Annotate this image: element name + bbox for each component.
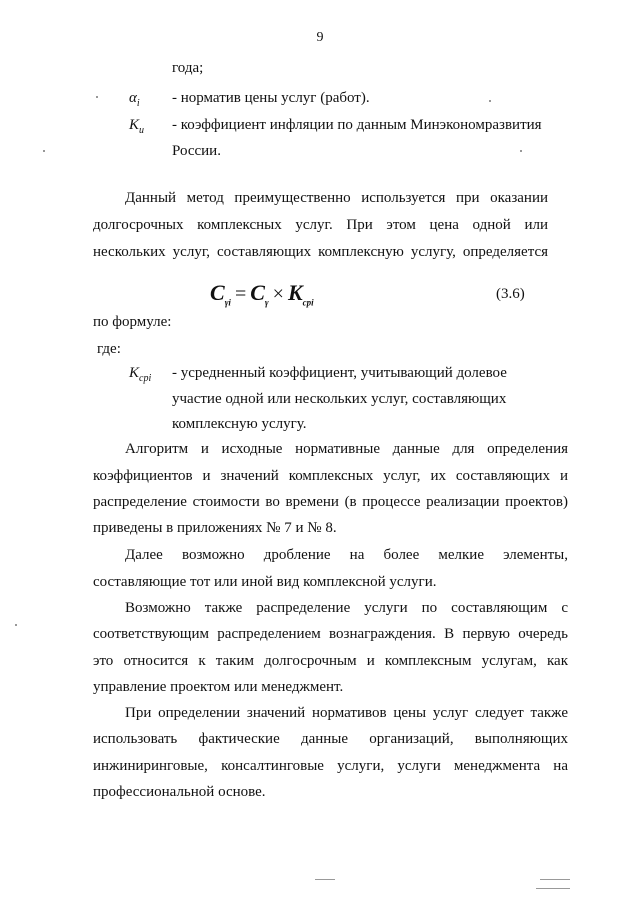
symbol-alpha: $\alpha_i$ xyxy=(129,90,140,109)
page-number: 9 xyxy=(316,30,324,45)
scan-speck xyxy=(520,150,522,152)
formula-3-6: $C_{\gamma i} = C_\gamma \times K_{cpi}$ xyxy=(210,280,314,308)
symbol-k-inflation: $K_и$ xyxy=(129,117,145,136)
scan-mark xyxy=(315,879,335,880)
paragraph-4-line-2: соответствующим распределением вознаграждения. В первую очередь xyxy=(93,626,568,642)
paragraph-2-line-3: распределение стоимости во времени (в процессе реализации проектов) xyxy=(93,494,568,510)
paragraph-1-line-3: нескольких услуг, составляющих комплексную услугу, определяется xyxy=(93,244,548,260)
paragraph-2-line-4: приведены в приложениях № 7 и № 8. xyxy=(93,520,337,536)
scan-mark xyxy=(536,888,570,889)
paragraph-1-tail: по формуле: xyxy=(93,314,172,330)
formula-number: (3.6) xyxy=(496,286,525,302)
paragraph-2-line-2: коэффициентов и значений комплексных услуг, их составляющих и xyxy=(93,468,568,484)
scan-speck xyxy=(15,624,17,626)
paragraph-1-line-2: долгосрочных комплексных услуг. При этом цена одной или xyxy=(93,217,548,233)
paragraph-4-line-4: управление проектом или менеджмент. xyxy=(93,679,344,695)
scan-speck xyxy=(489,100,491,102)
definition-alpha: - норматив цены услуг (работ). xyxy=(172,90,370,106)
paragraph-3-line-1: Далее возможно дробление на более мелкие элементы, xyxy=(125,547,568,563)
paragraph-5-line-4: профессиональной основе. xyxy=(93,784,266,800)
symbol-k-cpi: $K_{cpi}$ xyxy=(129,365,152,384)
list-continuation: года; xyxy=(172,60,204,76)
definition-k-cpi-line-3: комплексную услугу. xyxy=(172,416,307,432)
definition-k-inflation: - коэффициент инфляции по данным Минэкономразвития xyxy=(172,117,542,133)
paragraph-1-line-1: Данный метод преимущественно используется при оказании xyxy=(125,190,548,206)
definition-k-inflation-cont: России. xyxy=(172,143,221,159)
definition-k-cpi-line-1: - усредненный коэффициент, учитывающий долевое xyxy=(172,365,507,381)
paragraph-5-line-2: использовать фактические данные организаций, выполняющих xyxy=(93,731,568,747)
paragraph-3-line-2: составляющие тот или иной вид комплексной услуги. xyxy=(93,574,437,590)
paragraph-4-line-1: Возможно также распределение услуги по составляющим с xyxy=(125,600,568,616)
paragraph-4-line-3: это относится к таким долгосрочным и комплексным услугам, как xyxy=(93,653,568,669)
where-label: где: xyxy=(97,341,121,357)
scan-mark xyxy=(540,879,570,880)
paragraph-5-line-3: инжиниринговые, консалтинговые услуги, услуги менеджмента на xyxy=(93,758,568,774)
scan-speck xyxy=(43,150,45,152)
definition-k-cpi-line-2: участие одной или нескольких услуг, составляющих xyxy=(172,391,507,407)
paragraph-5-line-1: При определении значений нормативов цены услуг следует также xyxy=(125,705,568,721)
scan-speck xyxy=(96,96,98,98)
paragraph-2-line-1: Алгоритм и исходные нормативные данные для определения xyxy=(125,441,568,457)
